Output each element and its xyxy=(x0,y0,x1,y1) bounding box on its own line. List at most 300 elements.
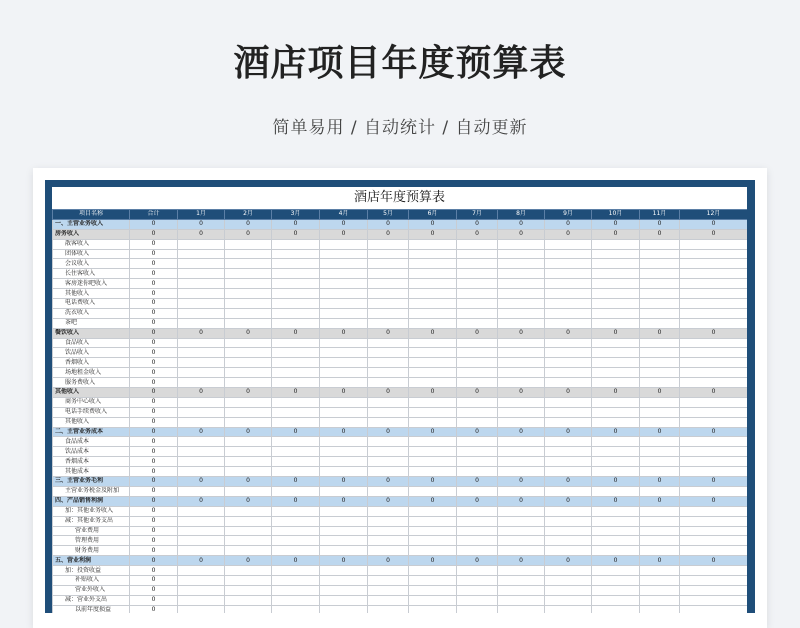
total-cell[interactable]: 0 xyxy=(130,447,178,457)
month-cell[interactable]: 0 xyxy=(409,496,457,506)
row-label-cell[interactable]: 团体收入 xyxy=(53,249,130,259)
month-cell[interactable] xyxy=(368,437,409,447)
month-cell[interactable]: 0 xyxy=(409,328,457,338)
month-cell[interactable] xyxy=(498,457,545,467)
month-cell[interactable] xyxy=(498,605,545,613)
month-cell[interactable]: 0 xyxy=(225,388,272,398)
total-cell[interactable]: 0 xyxy=(130,249,178,259)
month-cell[interactable] xyxy=(272,407,320,417)
month-cell[interactable] xyxy=(320,407,368,417)
month-cell[interactable]: 0 xyxy=(680,219,748,229)
month-cell[interactable] xyxy=(680,417,748,427)
total-cell[interactable]: 0 xyxy=(130,427,178,437)
month-cell[interactable]: 0 xyxy=(178,477,225,487)
month-cell[interactable] xyxy=(225,269,272,279)
month-cell[interactable]: 0 xyxy=(457,229,498,239)
month-cell[interactable]: 0 xyxy=(368,328,409,338)
month-cell[interactable] xyxy=(457,318,498,328)
month-cell[interactable] xyxy=(640,437,680,447)
month-cell[interactable]: 0 xyxy=(457,477,498,487)
month-cell[interactable] xyxy=(457,457,498,467)
month-cell[interactable] xyxy=(368,526,409,536)
month-cell[interactable]: 0 xyxy=(320,219,368,229)
month-cell[interactable] xyxy=(457,516,498,526)
month-cell[interactable] xyxy=(545,259,592,269)
month-cell[interactable] xyxy=(178,289,225,299)
month-cell[interactable] xyxy=(545,378,592,388)
month-cell[interactable] xyxy=(592,308,640,318)
month-cell[interactable] xyxy=(457,585,498,595)
month-cell[interactable] xyxy=(545,279,592,289)
month-cell[interactable] xyxy=(225,368,272,378)
month-cell[interactable] xyxy=(640,486,680,496)
month-cell[interactable] xyxy=(592,417,640,427)
row-label-cell[interactable]: 五、营业利润 xyxy=(53,556,130,566)
row-label-cell[interactable]: 一、主营业务收入 xyxy=(53,219,130,229)
month-cell[interactable]: 0 xyxy=(545,229,592,239)
row-label-cell[interactable]: 主营业务税金及附加 xyxy=(53,486,130,496)
month-cell[interactable] xyxy=(272,486,320,496)
month-cell[interactable] xyxy=(178,605,225,613)
month-cell[interactable] xyxy=(640,249,680,259)
total-cell[interactable]: 0 xyxy=(130,289,178,299)
month-cell[interactable] xyxy=(368,585,409,595)
column-header[interactable]: 11月 xyxy=(640,210,680,220)
column-header[interactable]: 合计 xyxy=(130,210,178,220)
month-cell[interactable] xyxy=(640,318,680,328)
row-label-cell[interactable]: 补贴收入 xyxy=(53,575,130,585)
month-cell[interactable] xyxy=(178,467,225,477)
month-cell[interactable] xyxy=(498,279,545,289)
month-cell[interactable] xyxy=(272,447,320,457)
month-cell[interactable] xyxy=(680,338,748,348)
row-label-cell[interactable]: 电话费收入 xyxy=(53,299,130,309)
month-cell[interactable] xyxy=(178,566,225,576)
total-cell[interactable]: 0 xyxy=(130,397,178,407)
month-cell[interactable] xyxy=(225,249,272,259)
month-cell[interactable]: 0 xyxy=(320,496,368,506)
month-cell[interactable] xyxy=(545,249,592,259)
row-label-cell[interactable]: 散客收入 xyxy=(53,239,130,249)
month-cell[interactable] xyxy=(368,299,409,309)
month-cell[interactable] xyxy=(592,289,640,299)
month-cell[interactable]: 0 xyxy=(545,328,592,338)
month-cell[interactable] xyxy=(457,269,498,279)
total-cell[interactable]: 0 xyxy=(130,437,178,447)
total-cell[interactable]: 0 xyxy=(130,477,178,487)
month-cell[interactable] xyxy=(640,605,680,613)
month-cell[interactable] xyxy=(225,289,272,299)
total-cell[interactable]: 0 xyxy=(130,526,178,536)
month-cell[interactable] xyxy=(592,437,640,447)
month-cell[interactable] xyxy=(368,368,409,378)
month-cell[interactable]: 0 xyxy=(498,427,545,437)
total-cell[interactable]: 0 xyxy=(130,556,178,566)
month-cell[interactable] xyxy=(457,536,498,546)
month-cell[interactable] xyxy=(545,486,592,496)
total-cell[interactable]: 0 xyxy=(130,239,178,249)
month-cell[interactable]: 0 xyxy=(498,219,545,229)
month-cell[interactable] xyxy=(178,486,225,496)
month-cell[interactable] xyxy=(592,299,640,309)
month-cell[interactable] xyxy=(272,526,320,536)
month-cell[interactable] xyxy=(457,259,498,269)
total-cell[interactable]: 0 xyxy=(130,486,178,496)
month-cell[interactable] xyxy=(545,348,592,358)
month-cell[interactable] xyxy=(368,417,409,427)
month-cell[interactable] xyxy=(320,536,368,546)
month-cell[interactable] xyxy=(320,299,368,309)
month-cell[interactable] xyxy=(640,457,680,467)
month-cell[interactable] xyxy=(409,447,457,457)
month-cell[interactable] xyxy=(457,417,498,427)
month-cell[interactable] xyxy=(680,566,748,576)
month-cell[interactable] xyxy=(272,397,320,407)
month-cell[interactable] xyxy=(457,348,498,358)
month-cell[interactable] xyxy=(545,575,592,585)
month-cell[interactable] xyxy=(498,437,545,447)
column-header[interactable]: 2月 xyxy=(225,210,272,220)
month-cell[interactable] xyxy=(457,289,498,299)
row-label-cell[interactable]: 服务费收入 xyxy=(53,378,130,388)
month-cell[interactable] xyxy=(368,546,409,556)
month-cell[interactable] xyxy=(680,486,748,496)
month-cell[interactable] xyxy=(272,279,320,289)
month-cell[interactable] xyxy=(272,368,320,378)
month-cell[interactable] xyxy=(498,467,545,477)
month-cell[interactable] xyxy=(592,467,640,477)
month-cell[interactable] xyxy=(498,368,545,378)
month-cell[interactable] xyxy=(592,566,640,576)
month-cell[interactable] xyxy=(272,239,320,249)
month-cell[interactable] xyxy=(409,417,457,427)
month-cell[interactable] xyxy=(457,239,498,249)
month-cell[interactable] xyxy=(409,308,457,318)
month-cell[interactable] xyxy=(178,506,225,516)
month-cell[interactable]: 0 xyxy=(272,496,320,506)
month-cell[interactable] xyxy=(409,536,457,546)
month-cell[interactable] xyxy=(225,585,272,595)
month-cell[interactable]: 0 xyxy=(457,556,498,566)
month-cell[interactable]: 0 xyxy=(545,477,592,487)
month-cell[interactable]: 0 xyxy=(178,388,225,398)
row-label-cell[interactable]: 加：投资收益 xyxy=(53,566,130,576)
month-cell[interactable]: 0 xyxy=(178,219,225,229)
month-cell[interactable] xyxy=(368,308,409,318)
month-cell[interactable] xyxy=(178,259,225,269)
month-cell[interactable] xyxy=(409,486,457,496)
month-cell[interactable]: 0 xyxy=(545,388,592,398)
month-cell[interactable] xyxy=(409,318,457,328)
total-cell[interactable]: 0 xyxy=(130,506,178,516)
month-cell[interactable] xyxy=(545,447,592,457)
total-cell[interactable]: 0 xyxy=(130,595,178,605)
total-cell[interactable]: 0 xyxy=(130,407,178,417)
month-cell[interactable] xyxy=(457,407,498,417)
month-cell[interactable] xyxy=(368,259,409,269)
month-cell[interactable] xyxy=(457,467,498,477)
month-cell[interactable]: 0 xyxy=(178,556,225,566)
column-header[interactable]: 7月 xyxy=(457,210,498,220)
month-cell[interactable] xyxy=(545,566,592,576)
month-cell[interactable] xyxy=(320,585,368,595)
month-cell[interactable]: 0 xyxy=(592,328,640,338)
month-cell[interactable] xyxy=(178,457,225,467)
month-cell[interactable]: 0 xyxy=(457,328,498,338)
total-cell[interactable]: 0 xyxy=(130,259,178,269)
month-cell[interactable] xyxy=(640,269,680,279)
month-cell[interactable] xyxy=(545,437,592,447)
month-cell[interactable] xyxy=(272,437,320,447)
row-label-cell[interactable]: 其他成本 xyxy=(53,467,130,477)
month-cell[interactable] xyxy=(368,506,409,516)
month-cell[interactable] xyxy=(640,595,680,605)
month-cell[interactable] xyxy=(640,546,680,556)
month-cell[interactable] xyxy=(592,486,640,496)
month-cell[interactable]: 0 xyxy=(409,477,457,487)
month-cell[interactable]: 0 xyxy=(592,556,640,566)
month-cell[interactable] xyxy=(272,378,320,388)
month-cell[interactable]: 0 xyxy=(592,477,640,487)
month-cell[interactable]: 0 xyxy=(640,427,680,437)
month-cell[interactable] xyxy=(272,575,320,585)
month-cell[interactable] xyxy=(680,269,748,279)
month-cell[interactable] xyxy=(178,516,225,526)
month-cell[interactable] xyxy=(680,506,748,516)
month-cell[interactable] xyxy=(680,358,748,368)
month-cell[interactable] xyxy=(320,289,368,299)
month-cell[interactable] xyxy=(498,575,545,585)
month-cell[interactable] xyxy=(545,318,592,328)
month-cell[interactable]: 0 xyxy=(272,328,320,338)
month-cell[interactable] xyxy=(457,249,498,259)
month-cell[interactable]: 0 xyxy=(680,229,748,239)
month-cell[interactable] xyxy=(680,526,748,536)
month-cell[interactable]: 0 xyxy=(409,219,457,229)
month-cell[interactable]: 0 xyxy=(498,388,545,398)
month-cell[interactable] xyxy=(457,605,498,613)
month-cell[interactable] xyxy=(368,279,409,289)
month-cell[interactable] xyxy=(409,249,457,259)
month-cell[interactable] xyxy=(368,486,409,496)
month-cell[interactable] xyxy=(409,358,457,368)
month-cell[interactable] xyxy=(320,358,368,368)
month-cell[interactable] xyxy=(368,269,409,279)
month-cell[interactable] xyxy=(545,546,592,556)
month-cell[interactable] xyxy=(225,318,272,328)
month-cell[interactable]: 0 xyxy=(272,219,320,229)
month-cell[interactable] xyxy=(640,407,680,417)
month-cell[interactable] xyxy=(409,457,457,467)
row-label-cell[interactable]: 香烟收入 xyxy=(53,358,130,368)
month-cell[interactable] xyxy=(545,338,592,348)
month-cell[interactable] xyxy=(272,308,320,318)
month-cell[interactable] xyxy=(592,318,640,328)
column-header[interactable]: 6月 xyxy=(409,210,457,220)
month-cell[interactable] xyxy=(498,516,545,526)
month-cell[interactable] xyxy=(409,348,457,358)
month-cell[interactable] xyxy=(592,239,640,249)
month-cell[interactable] xyxy=(409,546,457,556)
row-label-cell[interactable]: 房务收入 xyxy=(53,229,130,239)
month-cell[interactable] xyxy=(545,299,592,309)
month-cell[interactable] xyxy=(272,417,320,427)
month-cell[interactable] xyxy=(498,259,545,269)
month-cell[interactable] xyxy=(592,358,640,368)
month-cell[interactable]: 0 xyxy=(640,328,680,338)
month-cell[interactable] xyxy=(545,526,592,536)
month-cell[interactable] xyxy=(498,595,545,605)
month-cell[interactable] xyxy=(178,299,225,309)
month-cell[interactable]: 0 xyxy=(457,427,498,437)
month-cell[interactable] xyxy=(409,526,457,536)
month-cell[interactable] xyxy=(498,378,545,388)
month-cell[interactable] xyxy=(320,279,368,289)
month-cell[interactable] xyxy=(368,378,409,388)
month-cell[interactable] xyxy=(592,595,640,605)
month-cell[interactable] xyxy=(457,595,498,605)
total-cell[interactable]: 0 xyxy=(130,417,178,427)
month-cell[interactable] xyxy=(457,486,498,496)
total-cell[interactable]: 0 xyxy=(130,318,178,328)
month-cell[interactable] xyxy=(409,585,457,595)
month-cell[interactable] xyxy=(592,249,640,259)
month-cell[interactable] xyxy=(545,417,592,427)
month-cell[interactable]: 0 xyxy=(498,229,545,239)
row-label-cell[interactable]: 营业费用 xyxy=(53,526,130,536)
month-cell[interactable] xyxy=(225,486,272,496)
row-label-cell[interactable]: 二、主营业务成本 xyxy=(53,427,130,437)
month-cell[interactable] xyxy=(457,358,498,368)
month-cell[interactable]: 0 xyxy=(545,219,592,229)
month-cell[interactable] xyxy=(498,585,545,595)
month-cell[interactable] xyxy=(457,299,498,309)
month-cell[interactable] xyxy=(680,467,748,477)
month-cell[interactable] xyxy=(178,378,225,388)
month-cell[interactable] xyxy=(498,486,545,496)
month-cell[interactable] xyxy=(592,605,640,613)
month-cell[interactable] xyxy=(592,368,640,378)
month-cell[interactable] xyxy=(498,299,545,309)
month-cell[interactable]: 0 xyxy=(368,219,409,229)
month-cell[interactable] xyxy=(545,289,592,299)
month-cell[interactable] xyxy=(320,486,368,496)
month-cell[interactable] xyxy=(320,308,368,318)
month-cell[interactable] xyxy=(545,239,592,249)
month-cell[interactable] xyxy=(368,566,409,576)
month-cell[interactable] xyxy=(592,546,640,556)
total-cell[interactable]: 0 xyxy=(130,299,178,309)
month-cell[interactable] xyxy=(640,397,680,407)
month-cell[interactable] xyxy=(457,279,498,289)
month-cell[interactable] xyxy=(368,605,409,613)
month-cell[interactable] xyxy=(640,467,680,477)
month-cell[interactable] xyxy=(680,595,748,605)
month-cell[interactable]: 0 xyxy=(640,477,680,487)
month-cell[interactable] xyxy=(178,368,225,378)
month-cell[interactable] xyxy=(225,348,272,358)
month-cell[interactable] xyxy=(320,447,368,457)
month-cell[interactable] xyxy=(178,526,225,536)
month-cell[interactable] xyxy=(498,526,545,536)
month-cell[interactable] xyxy=(592,506,640,516)
month-cell[interactable] xyxy=(592,348,640,358)
month-cell[interactable] xyxy=(498,289,545,299)
month-cell[interactable]: 0 xyxy=(545,496,592,506)
column-header[interactable]: 5月 xyxy=(368,210,409,220)
month-cell[interactable] xyxy=(680,605,748,613)
month-cell[interactable] xyxy=(545,457,592,467)
month-cell[interactable] xyxy=(409,575,457,585)
month-cell[interactable] xyxy=(178,397,225,407)
row-label-cell[interactable]: 会议收入 xyxy=(53,259,130,269)
month-cell[interactable] xyxy=(640,308,680,318)
month-cell[interactable] xyxy=(225,239,272,249)
month-cell[interactable] xyxy=(225,358,272,368)
month-cell[interactable] xyxy=(178,348,225,358)
month-cell[interactable]: 0 xyxy=(457,496,498,506)
month-cell[interactable]: 0 xyxy=(272,229,320,239)
month-cell[interactable] xyxy=(320,506,368,516)
month-cell[interactable] xyxy=(178,249,225,259)
month-cell[interactable] xyxy=(498,407,545,417)
total-cell[interactable]: 0 xyxy=(130,368,178,378)
month-cell[interactable] xyxy=(178,447,225,457)
month-cell[interactable] xyxy=(457,506,498,516)
month-cell[interactable] xyxy=(640,338,680,348)
month-cell[interactable] xyxy=(498,249,545,259)
month-cell[interactable] xyxy=(178,417,225,427)
month-cell[interactable] xyxy=(409,368,457,378)
row-label-cell[interactable]: 三、主营业务毛利 xyxy=(53,477,130,487)
month-cell[interactable] xyxy=(178,575,225,585)
row-label-cell[interactable]: 饮品收入 xyxy=(53,348,130,358)
month-cell[interactable] xyxy=(225,279,272,289)
month-cell[interactable] xyxy=(272,259,320,269)
month-cell[interactable] xyxy=(409,506,457,516)
month-cell[interactable] xyxy=(498,338,545,348)
month-cell[interactable]: 0 xyxy=(225,477,272,487)
month-cell[interactable]: 0 xyxy=(457,219,498,229)
month-cell[interactable]: 0 xyxy=(320,328,368,338)
month-cell[interactable] xyxy=(545,308,592,318)
total-cell[interactable]: 0 xyxy=(130,358,178,368)
month-cell[interactable]: 0 xyxy=(680,328,748,338)
month-cell[interactable]: 0 xyxy=(592,219,640,229)
month-cell[interactable] xyxy=(272,585,320,595)
month-cell[interactable] xyxy=(320,417,368,427)
month-cell[interactable] xyxy=(680,536,748,546)
month-cell[interactable] xyxy=(320,437,368,447)
month-cell[interactable]: 0 xyxy=(320,556,368,566)
month-cell[interactable]: 0 xyxy=(592,229,640,239)
total-cell[interactable]: 0 xyxy=(130,279,178,289)
month-cell[interactable] xyxy=(409,338,457,348)
total-cell[interactable]: 0 xyxy=(130,338,178,348)
month-cell[interactable] xyxy=(680,249,748,259)
month-cell[interactable] xyxy=(592,279,640,289)
month-cell[interactable] xyxy=(640,526,680,536)
month-cell[interactable]: 0 xyxy=(368,229,409,239)
month-cell[interactable] xyxy=(409,299,457,309)
month-cell[interactable] xyxy=(680,516,748,526)
month-cell[interactable] xyxy=(592,447,640,457)
month-cell[interactable] xyxy=(409,467,457,477)
month-cell[interactable] xyxy=(225,308,272,318)
month-cell[interactable]: 0 xyxy=(592,496,640,506)
month-cell[interactable] xyxy=(368,457,409,467)
month-cell[interactable] xyxy=(272,318,320,328)
